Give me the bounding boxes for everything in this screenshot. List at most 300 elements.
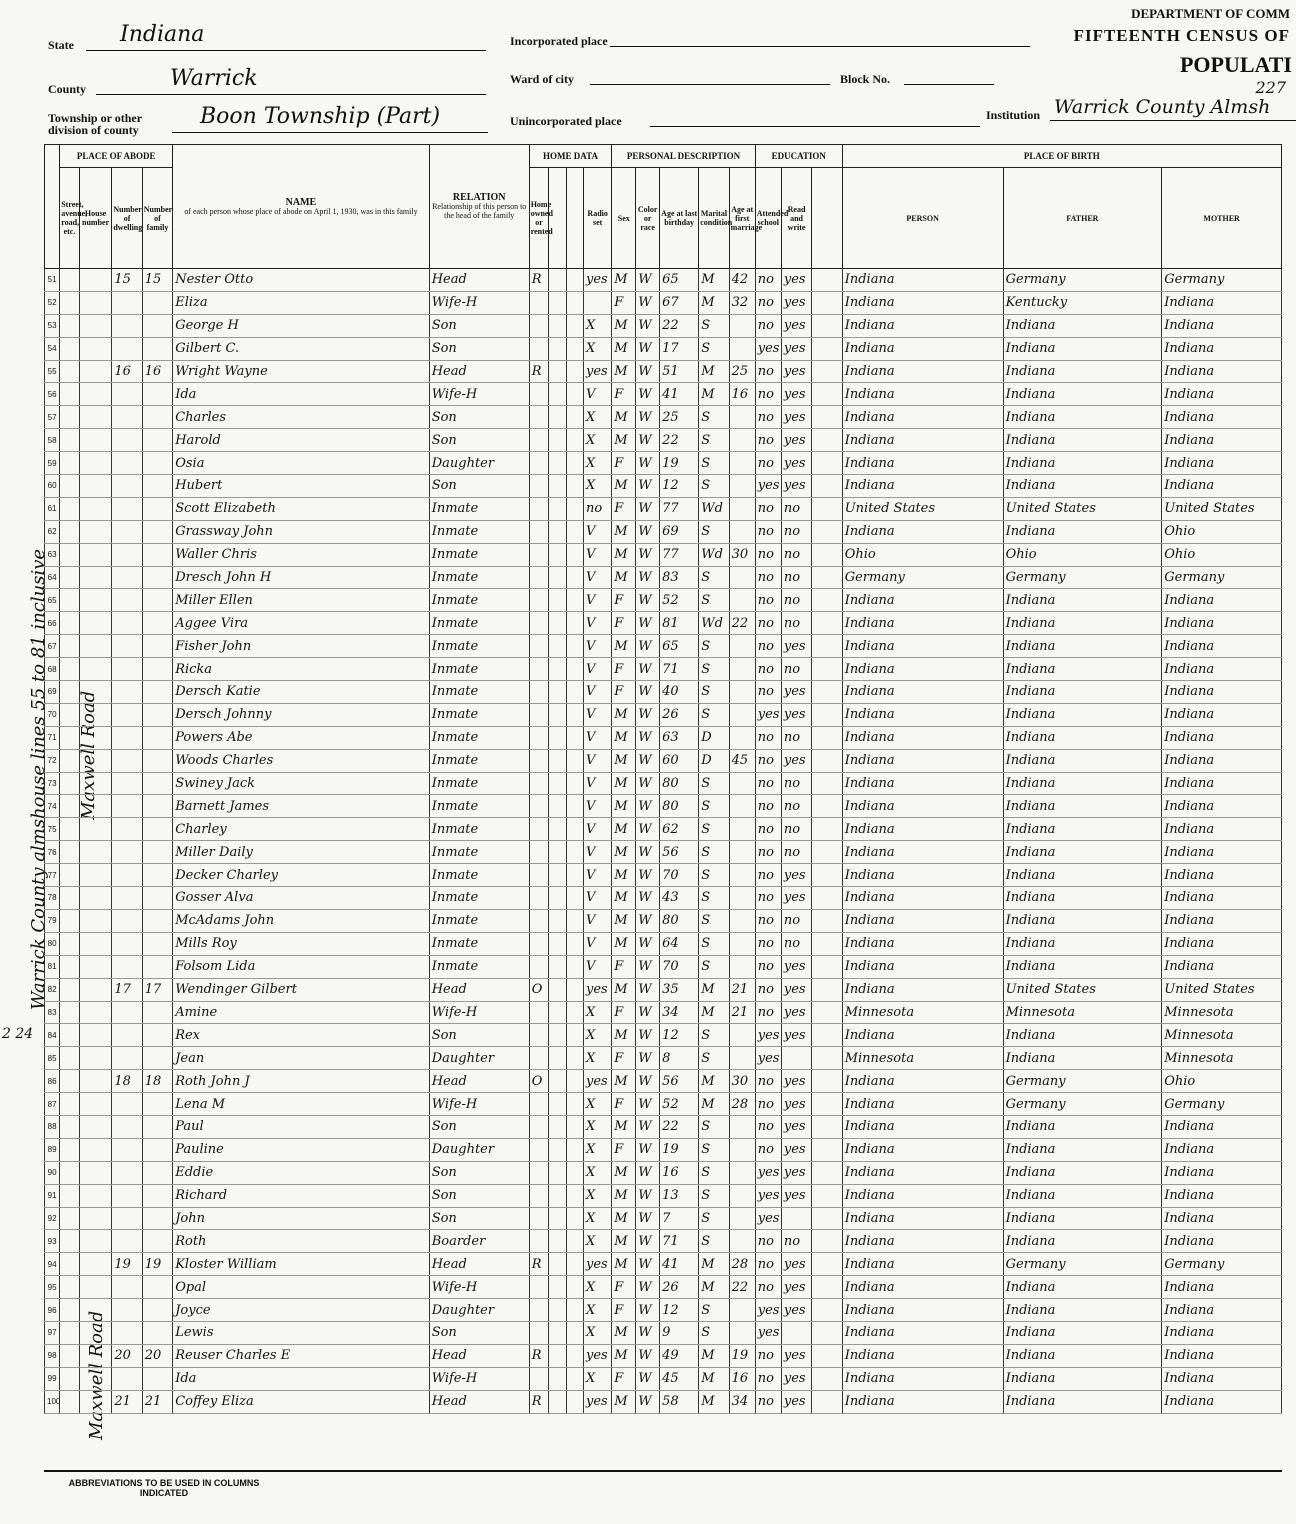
- cell-mother: Indiana: [1162, 795, 1282, 818]
- cell-age: 19: [660, 452, 699, 475]
- cell-relation: Inmate: [429, 818, 529, 841]
- cell-father: Indiana: [1003, 475, 1162, 498]
- cell-father: Indiana: [1003, 589, 1162, 612]
- cell-relation: Son: [429, 406, 529, 429]
- cell-marital: S: [699, 932, 729, 955]
- line-number: 77: [45, 864, 60, 887]
- cell-age-marriage: [729, 429, 755, 452]
- cell-house: [79, 452, 112, 475]
- cell-mother: Indiana: [1162, 909, 1282, 932]
- cell-school: yes: [755, 337, 781, 360]
- table-row: [45, 291, 1282, 314]
- cell-name: Grassway John: [173, 520, 430, 543]
- cell-relation: Head: [429, 269, 529, 292]
- cell-age-marriage: [729, 864, 755, 887]
- table-row: [45, 887, 1282, 910]
- cell-read: no: [781, 932, 811, 955]
- cell-birth: Indiana: [842, 1138, 1003, 1161]
- cell-father: Indiana: [1003, 1230, 1162, 1253]
- cell-street: [60, 932, 80, 955]
- cell-read: yes: [781, 864, 811, 887]
- cell-owned: [529, 429, 549, 452]
- cell-radio: V: [584, 566, 612, 589]
- cell-read: no: [781, 772, 811, 795]
- cell-house: [79, 1253, 112, 1276]
- cell-mother: Indiana: [1162, 1390, 1282, 1413]
- cell-school: no: [755, 566, 781, 589]
- cell-owned: [529, 1024, 549, 1047]
- cell-dwelling: [112, 1024, 142, 1047]
- cell-father: Indiana: [1003, 452, 1162, 475]
- cell-dwelling: 20: [112, 1344, 142, 1367]
- cell-relation: Inmate: [429, 681, 529, 704]
- cell-owned: [529, 772, 549, 795]
- cell-age: 77: [660, 543, 699, 566]
- cell-mother: Germany: [1162, 269, 1282, 292]
- cell-sex: M: [612, 1070, 636, 1093]
- cell-street: [60, 406, 80, 429]
- cell-age-marriage: [729, 681, 755, 704]
- cell-mother: Indiana: [1162, 681, 1282, 704]
- cell-school: no: [755, 772, 781, 795]
- cell-school: no: [755, 1253, 781, 1276]
- cell-family: [142, 681, 172, 704]
- cell-color: W: [636, 635, 660, 658]
- cell-marital: Wd: [699, 612, 729, 635]
- cell-marital: M: [699, 1344, 729, 1367]
- cell-birth: Indiana: [842, 887, 1003, 910]
- cell-dwelling: 15: [112, 269, 142, 292]
- cell-owned: [529, 314, 549, 337]
- table-row: [45, 864, 1282, 887]
- cell-birth: Ohio: [842, 543, 1003, 566]
- cell-dwelling: [112, 932, 142, 955]
- cell-house: [79, 1115, 112, 1138]
- cell-school: no: [755, 841, 781, 864]
- cell-street: [60, 749, 80, 772]
- cell-family: [142, 383, 172, 406]
- line-number: 69: [45, 681, 60, 704]
- cell-age: 12: [660, 475, 699, 498]
- cell-marital: S: [699, 589, 729, 612]
- cell-marital: S: [699, 772, 729, 795]
- line-number: 82: [45, 978, 60, 1001]
- cell-house: [79, 909, 112, 932]
- cell-dwelling: 16: [112, 360, 142, 383]
- cell-age-marriage: [729, 772, 755, 795]
- cell-owned: [529, 909, 549, 932]
- cell-mother: Indiana: [1162, 1299, 1282, 1322]
- cell-owned: R: [529, 1390, 549, 1413]
- cell-age: 12: [660, 1024, 699, 1047]
- table-row: [45, 383, 1282, 406]
- cell-sex: M: [612, 1115, 636, 1138]
- cell-sex: M: [612, 795, 636, 818]
- cell-owned: [529, 520, 549, 543]
- cell-age-marriage: [729, 1024, 755, 1047]
- cell-school: no: [755, 543, 781, 566]
- cell-color: W: [636, 681, 660, 704]
- table-row: [45, 497, 1282, 520]
- cell-family: [142, 1024, 172, 1047]
- table-row: [45, 406, 1282, 429]
- cell-family: [142, 1001, 172, 1024]
- cell-name: Miller Daily: [173, 841, 430, 864]
- table-row: [45, 841, 1282, 864]
- cell-house: [79, 1367, 112, 1390]
- cell-school: yes: [755, 1161, 781, 1184]
- cell-age: 56: [660, 841, 699, 864]
- table-row: [45, 635, 1282, 658]
- cell-father: Kentucky: [1003, 291, 1162, 314]
- cell-birth: Indiana: [842, 681, 1003, 704]
- cell-name: Wright Wayne: [173, 360, 430, 383]
- cell-father: Germany: [1003, 1093, 1162, 1116]
- cell-age: 40: [660, 681, 699, 704]
- cell-school: no: [755, 1001, 781, 1024]
- cell-relation: Inmate: [429, 497, 529, 520]
- cell-family: [142, 1299, 172, 1322]
- cell-street: [60, 909, 80, 932]
- cell-school: yes: [755, 1024, 781, 1047]
- cell-sex: F: [612, 1299, 636, 1322]
- cell-sex: M: [612, 269, 636, 292]
- cell-name: Jean: [173, 1047, 430, 1070]
- cell-radio: X: [584, 1230, 612, 1253]
- cell-color: W: [636, 612, 660, 635]
- cell-age: 63: [660, 726, 699, 749]
- cell-marital: M: [699, 291, 729, 314]
- cell-marital: S: [699, 452, 729, 475]
- cell-name: Woods Charles: [173, 749, 430, 772]
- cell-color: W: [636, 269, 660, 292]
- cell-read: no: [781, 520, 811, 543]
- unincorporated-label: Unincorporated place: [510, 114, 622, 128]
- cell-father: Indiana: [1003, 1321, 1162, 1344]
- cell-school: no: [755, 1070, 781, 1093]
- cell-color: W: [636, 566, 660, 589]
- cell-age: 9: [660, 1321, 699, 1344]
- cell-radio: X: [584, 337, 612, 360]
- cell-radio: yes: [584, 1253, 612, 1276]
- cell-family: [142, 864, 172, 887]
- table-row: [45, 909, 1282, 932]
- cell-father: Indiana: [1003, 772, 1162, 795]
- line-number: 57: [45, 406, 60, 429]
- cell-school: no: [755, 1344, 781, 1367]
- cell-name: Lena M: [173, 1093, 430, 1116]
- cell-house: [79, 1321, 112, 1344]
- cell-house: [79, 475, 112, 498]
- cell-name: Charley: [173, 818, 430, 841]
- cell-radio: X: [584, 1001, 612, 1024]
- population-title: POPULATI: [1179, 52, 1292, 77]
- cell-read: yes: [781, 337, 811, 360]
- table-row: [45, 1367, 1282, 1390]
- cell-sex: F: [612, 612, 636, 635]
- cell-school: yes: [755, 1321, 781, 1344]
- line-number: 63: [45, 543, 60, 566]
- cell-read: yes: [781, 1093, 811, 1116]
- cell-school: no: [755, 932, 781, 955]
- cell-house: [79, 360, 112, 383]
- cell-birth: Indiana: [842, 932, 1003, 955]
- cell-age: 69: [660, 520, 699, 543]
- county-value: Warrick: [170, 66, 258, 91]
- line-number: 100: [45, 1390, 60, 1413]
- cell-color: W: [636, 291, 660, 314]
- table-row: [45, 314, 1282, 337]
- cell-father: Indiana: [1003, 1390, 1162, 1413]
- cell-house: [79, 726, 112, 749]
- cell-relation: Inmate: [429, 887, 529, 910]
- cell-read: yes: [781, 429, 811, 452]
- cell-radio: V: [584, 612, 612, 635]
- cell-birth: Indiana: [842, 795, 1003, 818]
- cell-owned: [529, 1276, 549, 1299]
- cell-school: no: [755, 291, 781, 314]
- cell-age: 62: [660, 818, 699, 841]
- cell-sex: M: [612, 841, 636, 864]
- cell-sex: M: [612, 978, 636, 1001]
- cell-owned: [529, 1138, 549, 1161]
- cell-street: [60, 1024, 80, 1047]
- cell-sex: M: [612, 475, 636, 498]
- cell-marital: M: [699, 1276, 729, 1299]
- cell-radio: yes: [584, 1344, 612, 1367]
- cell-age-marriage: 21: [729, 1001, 755, 1024]
- cell-birth: Indiana: [842, 818, 1003, 841]
- cell-sex: F: [612, 658, 636, 681]
- cell-birth: Indiana: [842, 1390, 1003, 1413]
- cell-name: Aggee Vira: [173, 612, 430, 635]
- cell-dwelling: [112, 864, 142, 887]
- cell-read: yes: [781, 1184, 811, 1207]
- cell-dwelling: [112, 909, 142, 932]
- cell-color: W: [636, 1230, 660, 1253]
- cell-age-marriage: 34: [729, 1390, 755, 1413]
- cell-dwelling: [112, 1138, 142, 1161]
- cell-owned: [529, 1047, 549, 1070]
- cell-father: Indiana: [1003, 909, 1162, 932]
- cell-mother: Indiana: [1162, 1184, 1282, 1207]
- cell-color: W: [636, 1093, 660, 1116]
- cell-sex: M: [612, 406, 636, 429]
- cell-house: [79, 703, 112, 726]
- cell-relation: Son: [429, 475, 529, 498]
- line-number: 95: [45, 1276, 60, 1299]
- personal-description-header: PERSONAL DESCRIPTION: [612, 145, 755, 168]
- line-number: 58: [45, 429, 60, 452]
- cell-street: [60, 1276, 80, 1299]
- cell-father: Indiana: [1003, 314, 1162, 337]
- line-number: 54: [45, 337, 60, 360]
- cell-sex: M: [612, 1207, 636, 1230]
- cell-name: Folsom Lida: [173, 955, 430, 978]
- cell-name: Powers Abe: [173, 726, 430, 749]
- cell-read: yes: [781, 1070, 811, 1093]
- cell-house: [79, 818, 112, 841]
- house-number-header: House number: [79, 168, 112, 269]
- cell-marital: M: [699, 1367, 729, 1390]
- cell-age: 51: [660, 360, 699, 383]
- cell-birth: Indiana: [842, 1093, 1003, 1116]
- cell-sex: F: [612, 1367, 636, 1390]
- cell-school: no: [755, 520, 781, 543]
- footer: [44, 1470, 1282, 1522]
- cell-radio: X: [584, 1321, 612, 1344]
- cell-father: Indiana: [1003, 635, 1162, 658]
- cell-school: yes: [755, 475, 781, 498]
- cell-school: yes: [755, 703, 781, 726]
- cell-school: no: [755, 269, 781, 292]
- cell-street: [60, 955, 80, 978]
- cell-read: no: [781, 497, 811, 520]
- cell-sex: M: [612, 1161, 636, 1184]
- cell-dwelling: [112, 703, 142, 726]
- cell-sex: M: [612, 1344, 636, 1367]
- cell-relation: Son: [429, 314, 529, 337]
- cell-house: [79, 1070, 112, 1093]
- cell-dwelling: [112, 1001, 142, 1024]
- cell-owned: [529, 864, 549, 887]
- cell-radio: X: [584, 1299, 612, 1322]
- cell-owned: [529, 635, 549, 658]
- cell-color: W: [636, 1390, 660, 1413]
- table-row: [45, 772, 1282, 795]
- cell-family: [142, 932, 172, 955]
- cell-owned: O: [529, 978, 549, 1001]
- cell-age-marriage: 22: [729, 612, 755, 635]
- cell-age-marriage: [729, 1184, 755, 1207]
- cell-read: yes: [781, 749, 811, 772]
- cell-marital: M: [699, 978, 729, 1001]
- cell-school: no: [755, 314, 781, 337]
- table-row: [45, 337, 1282, 360]
- cell-relation: Inmate: [429, 658, 529, 681]
- cell-birth: Indiana: [842, 520, 1003, 543]
- cell-mother: Indiana: [1162, 406, 1282, 429]
- cell-relation: Daughter: [429, 452, 529, 475]
- cell-radio: V: [584, 383, 612, 406]
- cell-color: W: [636, 360, 660, 383]
- line-number: 86: [45, 1070, 60, 1093]
- cell-age: 43: [660, 887, 699, 910]
- road-annotation-lower: Maxwell Road: [86, 1310, 107, 1440]
- cell-marital: S: [699, 314, 729, 337]
- cell-dwelling: [112, 795, 142, 818]
- cell-house: [79, 1184, 112, 1207]
- cell-age: 22: [660, 429, 699, 452]
- cell-marital: S: [699, 681, 729, 704]
- cell-house: [79, 1207, 112, 1230]
- cell-house: [79, 520, 112, 543]
- cell-read: [781, 1321, 811, 1344]
- cell-sex: M: [612, 314, 636, 337]
- cell-owned: [529, 497, 549, 520]
- cell-read: yes: [781, 1024, 811, 1047]
- cell-read: yes: [781, 1344, 811, 1367]
- cell-dwelling: [112, 1321, 142, 1344]
- cell-read: yes: [781, 1276, 811, 1299]
- cell-mother: Indiana: [1162, 658, 1282, 681]
- cell-radio: yes: [584, 269, 612, 292]
- table-row: [45, 1184, 1282, 1207]
- cell-mother: Indiana: [1162, 955, 1282, 978]
- cell-color: W: [636, 909, 660, 932]
- cell-sex: M: [612, 887, 636, 910]
- cell-street: [60, 1138, 80, 1161]
- cell-house: [79, 543, 112, 566]
- cell-family: [142, 1276, 172, 1299]
- cell-name: Ida: [173, 1367, 430, 1390]
- cell-radio: V: [584, 818, 612, 841]
- cell-relation: Inmate: [429, 932, 529, 955]
- cell-color: W: [636, 1161, 660, 1184]
- cell-read: yes: [781, 1161, 811, 1184]
- cell-dwelling: [112, 681, 142, 704]
- line-number: 99: [45, 1367, 60, 1390]
- cell-color: W: [636, 726, 660, 749]
- cell-house: [79, 1299, 112, 1322]
- cell-marital: S: [699, 1161, 729, 1184]
- cell-dwelling: [112, 314, 142, 337]
- cell-father: Germany: [1003, 566, 1162, 589]
- cell-marital: S: [699, 1115, 729, 1138]
- age-marriage-header: Age at first marriage: [729, 168, 755, 269]
- cell-sex: M: [612, 864, 636, 887]
- cell-school: no: [755, 1138, 781, 1161]
- cell-house: [79, 497, 112, 520]
- cell-house: [79, 1138, 112, 1161]
- cell-relation: Head: [429, 360, 529, 383]
- cell-color: W: [636, 1253, 660, 1276]
- line-number: 70: [45, 703, 60, 726]
- cell-street: [60, 566, 80, 589]
- cell-name: Nester Otto: [173, 269, 430, 292]
- line-number: 92: [45, 1207, 60, 1230]
- cell-name: Ricka: [173, 658, 430, 681]
- cell-birth: Minnesota: [842, 1047, 1003, 1070]
- cell-read: yes: [781, 978, 811, 1001]
- cell-color: W: [636, 932, 660, 955]
- cell-read: yes: [781, 1138, 811, 1161]
- cell-street: [60, 1390, 80, 1413]
- cell-family: [142, 589, 172, 612]
- cell-street: [60, 475, 80, 498]
- cell-name: Decker Charley: [173, 864, 430, 887]
- line-number: 89: [45, 1138, 60, 1161]
- read-write-header: Read and write: [781, 168, 811, 269]
- cell-radio: V: [584, 681, 612, 704]
- cell-mother: Ohio: [1162, 543, 1282, 566]
- cell-house: [79, 1390, 112, 1413]
- cell-radio: [584, 291, 612, 314]
- cell-read: yes: [781, 1390, 811, 1413]
- cell-dwelling: [112, 383, 142, 406]
- cell-name: Gilbert C.: [173, 337, 430, 360]
- cell-father: Germany: [1003, 1253, 1162, 1276]
- father-birth-header: FATHER: [1003, 168, 1162, 269]
- cell-marital: S: [699, 658, 729, 681]
- cell-name: Wendinger Gilbert: [173, 978, 430, 1001]
- cell-birth: Indiana: [842, 1253, 1003, 1276]
- cell-marital: S: [699, 1321, 729, 1344]
- cell-age-marriage: [729, 1047, 755, 1070]
- radio-header: Radio set: [584, 168, 612, 269]
- cell-mother: Indiana: [1162, 841, 1282, 864]
- cell-sex: F: [612, 383, 636, 406]
